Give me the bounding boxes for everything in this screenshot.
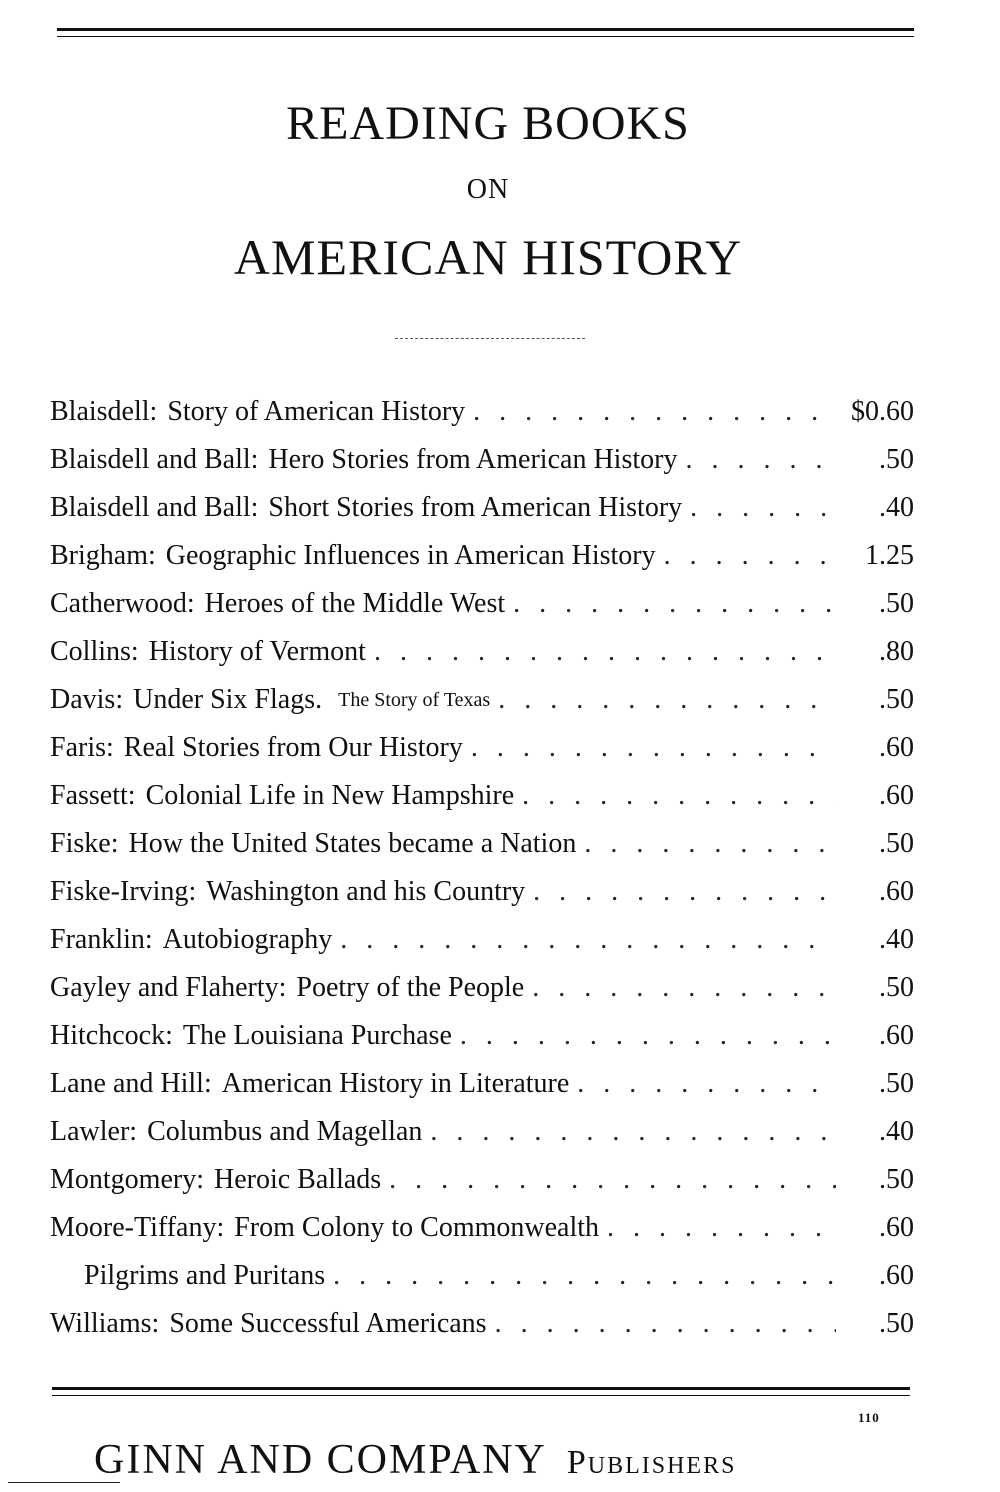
publisher-name: GINN AND COMPANY bbox=[94, 1437, 547, 1483]
book-title: Real Stories from Our History bbox=[123, 732, 463, 763]
book-author: Fassett bbox=[50, 780, 128, 811]
dot-leader bbox=[332, 924, 836, 956]
author-separator: : bbox=[250, 444, 259, 475]
book-price: .50 bbox=[879, 1068, 914, 1099]
author-separator: : bbox=[144, 924, 153, 955]
book-author: Blaisdell bbox=[50, 396, 150, 427]
author-separator: : bbox=[196, 1164, 204, 1195]
book-title: Hero Stories from American History bbox=[268, 444, 678, 475]
top-double-rule bbox=[57, 28, 914, 37]
dot-leader bbox=[682, 492, 836, 524]
ornamental-divider bbox=[395, 338, 585, 339]
author-separator: : bbox=[216, 1212, 225, 1243]
page-title-line-2: ON bbox=[466, 174, 510, 205]
author-separator: : bbox=[106, 732, 114, 763]
book-list-item bbox=[50, 1204, 914, 1252]
dot-leader bbox=[325, 1260, 836, 1292]
book-title: History of Vermont bbox=[148, 636, 366, 667]
book-price: .50 bbox=[879, 684, 914, 715]
book-author: Fiske bbox=[50, 828, 111, 859]
author-separator: : bbox=[148, 540, 156, 571]
book-title: Washington and his Country bbox=[206, 876, 526, 907]
book-list-item bbox=[50, 580, 914, 628]
book-author: Gayley and Flaherty bbox=[50, 972, 279, 1003]
dot-leader bbox=[381, 1164, 836, 1196]
book-title: Autobiography bbox=[162, 924, 333, 955]
book-author: Blaisdell and Ball bbox=[50, 492, 251, 523]
dot-leader bbox=[366, 636, 836, 668]
book-list bbox=[50, 388, 914, 1348]
book-title: The Louisiana Purchase bbox=[182, 1020, 452, 1051]
book-list-item bbox=[50, 1300, 914, 1348]
dot-leader bbox=[487, 1308, 836, 1340]
book-title: Story of American History bbox=[167, 396, 466, 427]
book-price: .80 bbox=[879, 636, 914, 667]
book-title: From Colony to Commonwealth bbox=[234, 1212, 600, 1243]
book-author: Collins bbox=[50, 636, 131, 667]
book-price: .50 bbox=[879, 444, 914, 475]
book-list-item bbox=[50, 1156, 914, 1204]
book-price: .50 bbox=[879, 1164, 914, 1195]
book-author: Montgomery bbox=[50, 1164, 197, 1195]
book-price: .50 bbox=[879, 828, 914, 859]
book-list-item bbox=[50, 628, 914, 676]
book-price: .60 bbox=[879, 876, 914, 907]
book-author: Lawler bbox=[50, 1116, 130, 1147]
book-author: Blaisdell and Ball bbox=[50, 444, 251, 475]
author-separator: : bbox=[250, 492, 259, 523]
book-price: $0.60 bbox=[851, 396, 914, 427]
book-price: .50 bbox=[879, 972, 914, 1003]
author-separator: : bbox=[165, 1020, 173, 1051]
dot-leader bbox=[490, 684, 836, 716]
book-author: Moore-Tiffany bbox=[50, 1212, 217, 1243]
author-separator: : bbox=[186, 588, 195, 619]
book-title: Heroic Ballads bbox=[214, 1164, 382, 1195]
page-title-line-3: AMERICAN HISTORY bbox=[233, 229, 743, 285]
book-title: Pilgrims and Puritans bbox=[84, 1260, 326, 1291]
dot-leader bbox=[569, 1068, 836, 1100]
book-list-item bbox=[50, 484, 914, 532]
dot-leader bbox=[656, 540, 836, 572]
book-price: 1.25 bbox=[865, 540, 914, 571]
page-number: 110 bbox=[858, 1410, 880, 1425]
dot-leader bbox=[576, 828, 836, 860]
book-price: .40 bbox=[879, 1116, 914, 1147]
book-list-item bbox=[50, 1108, 914, 1156]
dot-leader bbox=[525, 876, 836, 908]
book-author: Brigham bbox=[50, 540, 148, 571]
book-price: .60 bbox=[879, 732, 914, 763]
book-author: Williams bbox=[50, 1308, 152, 1339]
book-author: Catherwood bbox=[50, 588, 187, 619]
dot-leader bbox=[463, 732, 836, 764]
book-title: Heroes of the Middle West bbox=[204, 588, 506, 619]
book-title: Short Stories from American History bbox=[268, 492, 683, 523]
author-separator: : bbox=[130, 636, 139, 667]
author-separator: : bbox=[149, 396, 158, 427]
book-list-item bbox=[50, 388, 914, 436]
dot-leader bbox=[524, 972, 836, 1004]
dot-leader bbox=[465, 396, 836, 428]
bottom-double-rule bbox=[52, 1387, 910, 1396]
author-separator: : bbox=[188, 876, 197, 907]
book-price: .40 bbox=[879, 492, 914, 523]
book-title: American History in Literature bbox=[221, 1068, 570, 1099]
book-list-item bbox=[50, 916, 914, 964]
author-separator: : bbox=[110, 828, 119, 859]
book-list-item bbox=[50, 772, 914, 820]
dot-leader bbox=[452, 1020, 836, 1052]
author-separator: : bbox=[203, 1068, 212, 1099]
author-separator: : bbox=[127, 780, 136, 811]
dot-leader bbox=[514, 780, 836, 812]
book-title: Poetry of the People bbox=[296, 972, 525, 1003]
book-price: .60 bbox=[879, 1212, 914, 1243]
author-separator: : bbox=[129, 1116, 138, 1147]
book-price: .40 bbox=[879, 924, 914, 955]
book-title: Geographic Influences in American History bbox=[165, 540, 656, 571]
book-list-item bbox=[50, 1012, 914, 1060]
book-list-item bbox=[50, 820, 914, 868]
dot-leader bbox=[677, 444, 836, 476]
book-author: Davis bbox=[50, 684, 116, 715]
publisher-imprint bbox=[94, 1436, 736, 1484]
book-author: Fiske-Irving bbox=[50, 876, 189, 907]
author-separator: : bbox=[115, 684, 124, 715]
book-list-item bbox=[50, 1060, 914, 1108]
publisher-suffix: Publishers bbox=[566, 1444, 737, 1481]
dot-leader bbox=[422, 1116, 836, 1148]
book-list-item bbox=[50, 724, 914, 772]
book-price: .50 bbox=[879, 588, 914, 619]
book-title: Under Six Flags. bbox=[133, 684, 323, 715]
book-author: Hitchcock bbox=[50, 1020, 166, 1051]
book-author: Franklin bbox=[50, 924, 145, 955]
book-title: Columbus and Magellan bbox=[147, 1116, 423, 1147]
book-subtitle: The Story of Texas bbox=[338, 688, 491, 711]
book-title: Some Successful Americans bbox=[169, 1308, 487, 1339]
book-author: Lane and Hill bbox=[50, 1068, 204, 1099]
book-price: .60 bbox=[879, 1020, 914, 1051]
book-price: .60 bbox=[879, 780, 914, 811]
book-list-item bbox=[50, 1252, 914, 1300]
stray-underline-mark bbox=[8, 1482, 120, 1483]
page-title-line-1: READING BOOKS bbox=[286, 97, 690, 150]
book-list-item bbox=[50, 868, 914, 916]
book-list-item bbox=[50, 532, 914, 580]
book-list-item bbox=[50, 964, 914, 1012]
book-list-item bbox=[50, 436, 914, 484]
author-separator: : bbox=[278, 972, 287, 1003]
book-price: .50 bbox=[879, 1308, 914, 1339]
dot-leader bbox=[505, 588, 836, 620]
book-price: .60 bbox=[879, 1260, 914, 1291]
author-separator: : bbox=[151, 1308, 160, 1339]
book-title: How the United States became a Nation bbox=[128, 828, 577, 859]
book-author: Faris bbox=[50, 732, 106, 763]
book-list-item bbox=[50, 676, 914, 724]
book-title: Colonial Life in New Hampshire bbox=[145, 780, 515, 811]
dot-leader bbox=[599, 1212, 836, 1244]
